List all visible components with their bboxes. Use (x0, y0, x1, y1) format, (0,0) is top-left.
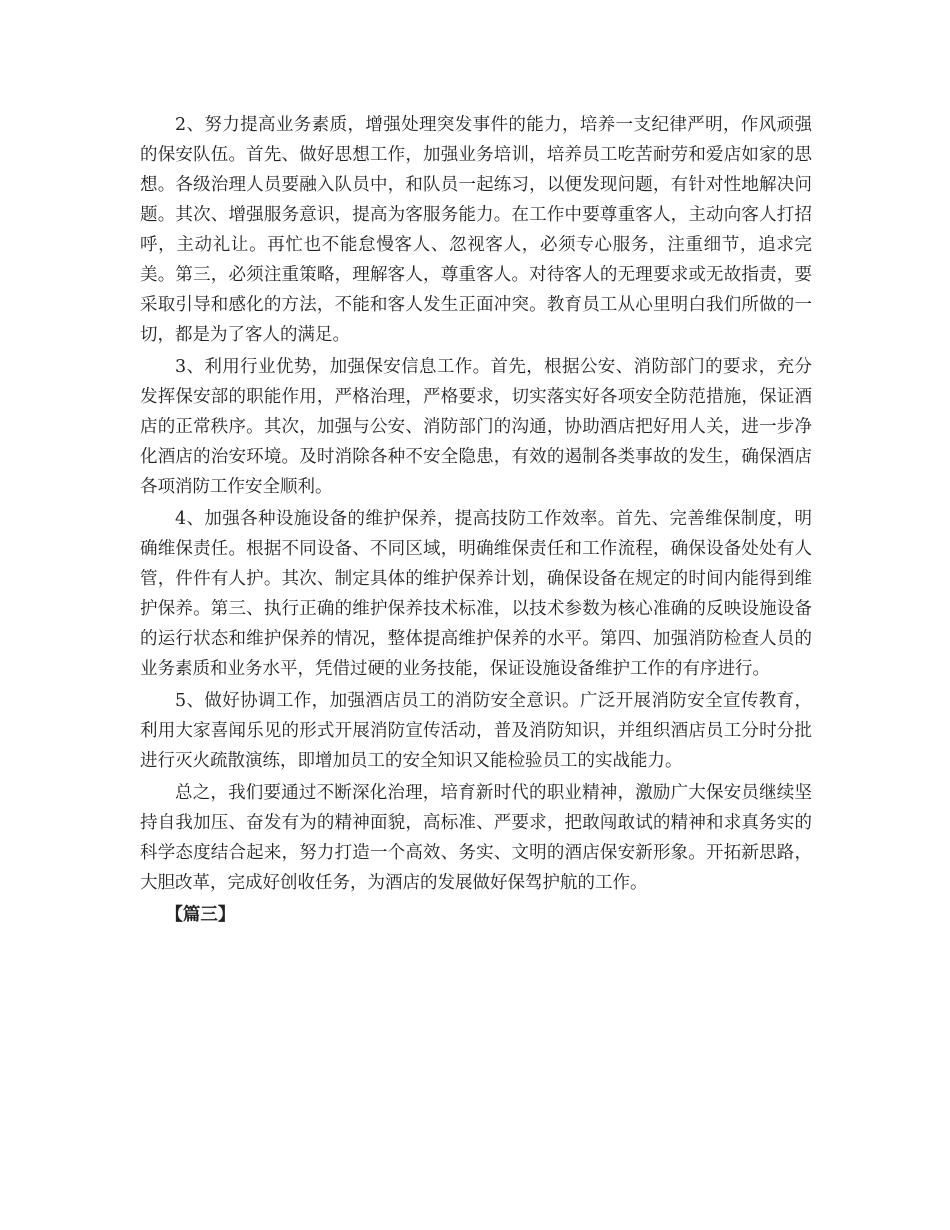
paragraph-point-4: 4、加强各种设施设备的维护保养，提高技防工作效率。首先、完善维保制度，明确维保责任。根据不同设备、不同区域，明确维保责任和工作流程，确保设备处处有人管，件件有人护。其次、制定具体的维护保养计划，确保设备在规定的时间内能得到维护保养。第三、执行正确的维护保养技术标准，以技术参数为核心准确的反映设施设备的运行状态和维护保养的情况，整体提高维护保养的水平。第四、加强消防检查人员的业务素质和业务水平，凭借过硬的业务技能，保证设施设备维护工作的有序进行。 (140, 509, 812, 679)
paragraph-point-5: 5、做好协调工作，加强酒店员工的消防安全意识。广泛开展消防安全宣传教育，利用大家喜闻乐见的形式开展消防宣传活动，普及消防知识，并组织酒店员工分时分批进行灭火疏散演练，即增加员工的安全知识又能检验员工的实战能力。 (140, 691, 812, 771)
section-heading: 【篇三】 (165, 905, 236, 925)
paragraph-summary: 总之，我们要通过不断深化治理，培育新时代的职业精神，激励广大保安员继续坚持自我加压、奋发有为的精神面貌，高标准、严要求，把敢闯敢试的精神和求真务实的科学态度结合起来，努力打造一个高效、务实、文明的酒店保安新形象。开拓新思路，大胆改革，完成好创收任务，为酒店的发展做好保驾护航的工作。 (140, 783, 812, 893)
document-body (140, 110, 812, 930)
paragraph-point-3: 3、利用行业优势，加强保安信息工作。首先，根据公安、消防部门的要求，充分发挥保安部的职能作用，严格治理，严格要求，切实落实好各项安全防范措施，保证酒店的正常秩序。其次，加强与公安、消防部门的沟通，协助酒店把好用人关，进一步净化酒店的治安环境。及时消除各种不安全隐患，有效的遏制各类事故的发生，确保酒店各项消防工作安全顺利。 (140, 357, 812, 497)
paragraph-point-2: 2、努力提高业务素质，增强处理突发事件的能力，培养一支纪律严明，作风顽强的保安队伍。首先、做好思想工作，加强业务培训，培养员工吃苦耐劳和爱店如家的思想。各级治理人员要融入队员中，和队员一起练习，以便发现问题，有针对性地解决问题。其次、增强服务意识，提高为客服务能力。在工作中要尊重客人，主动向客人打招呼，主动礼让。再忙也不能怠慢客人、忽视客人，必须专心服务，注重细节，追求完美。第三，必须注重策略，理解客人，尊重客人。对待客人的无理要求或无故指责，要采取引导和感化的方法，不能和客人发生正面冲突。教育员工从心里明白我们所做的一切，都是为了客人的满足。 (140, 115, 812, 345)
